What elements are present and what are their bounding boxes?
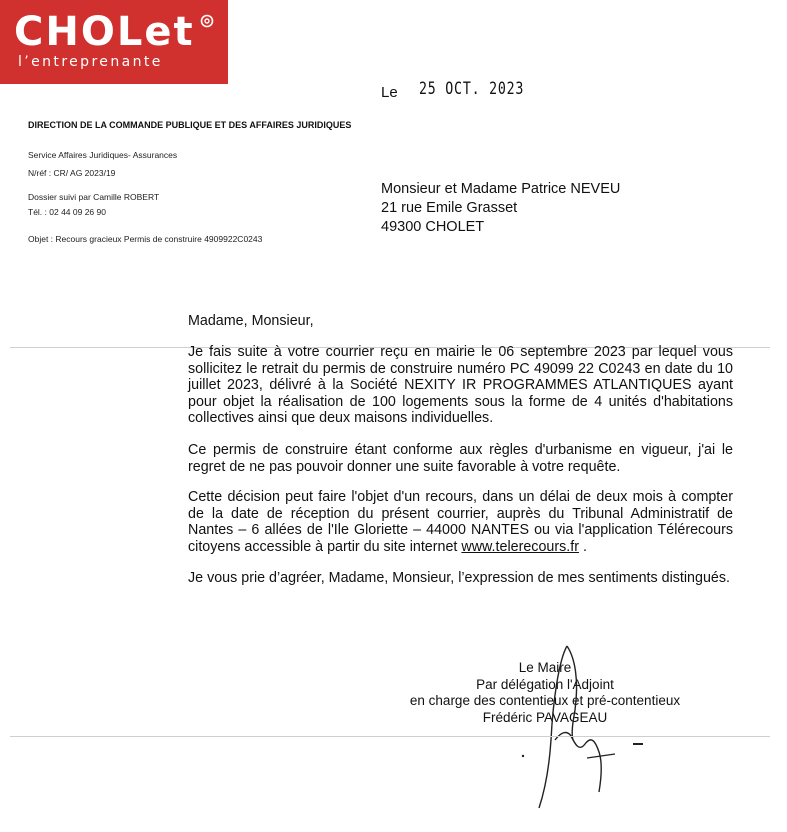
addressee-city: 49300 CHOLET (381, 219, 485, 235)
direction-heading: DIRECTION DE LA COMMANDE PUBLIQUE ET DES AFFAIRES JURIDIQUES (28, 120, 352, 130)
cholet-logo (0, 0, 228, 84)
logo-tagline: l’entreprenante (18, 54, 163, 70)
appeal-text-end: . (578, 538, 587, 555)
logo-brand-text: CHOLet (14, 9, 195, 55)
signature-role: en charge des contentieux et pré-contentieux (409, 693, 681, 708)
logo-swirl-icon (200, 14, 214, 28)
objet-line: Objet : Recours gracieux Permis de construire 4909922C0243 (28, 234, 263, 244)
closing-formula: Je vous prie d’agréer, Madame, Monsieur, l’expression de mes sentiments distingués. (188, 570, 730, 586)
addressee-block (381, 180, 620, 237)
handwritten-signature (515, 640, 655, 820)
reference-line: N/réf : CR/ AG 2023/19 (28, 168, 116, 178)
addressee-street: 21 rue Emile Grasset (381, 200, 518, 216)
paragraph-request: Je fais suite à votre courrier reçu en mairie le 06 septembre 2023 par lequel vous sollicitez le retrait du permis de construire numéro PC 49099 22 C0243 en date du 10 juillet 2023, délivré à la Société NEXITY IR PROGRAMMES ATLANTIQUES ayant pour objet la réalisation de 100 logements sous la forme de 4 unités d'habitations collectives ainsi que deux maisons individuelles. (188, 344, 733, 426)
appeal-text: Cette décision peut faire l'objet d'un recours, dans un délai de deux mois à compter de la date de réception du présent courrier, auprès du Tribunal Administratif de Nantes – 6 allées de l'Ile Gloriette – 44000 NANTES ou via l'application Télérecours citoyens accessible à partir du site internet (188, 489, 733, 555)
dossier-line: Dossier suivi par Camille ROBERT (28, 192, 160, 202)
service-line: Service Affaires Juridiques- Assurances (28, 150, 178, 160)
paragraph-appeal (188, 489, 733, 555)
telephone-line: Tél. : 02 44 09 26 90 (28, 207, 106, 217)
date-stamp: 25 OCT. 2023 (419, 79, 525, 99)
signature-title: Le Maire (518, 660, 572, 675)
signature-delegation: Par délégation l'Adjoint (476, 676, 614, 692)
paragraph-decision: Ce permis de construire étant conforme aux règles d'urbanisme en vigueur, j'ai le regret de ne pas pouvoir donner une suite favorable à votre requête. (188, 442, 733, 475)
date-label: Le (381, 84, 398, 101)
scan-artifact-line-bottom (10, 736, 770, 737)
salutation: Madame, Monsieur, (188, 313, 314, 329)
signature-name: Frédéric PAVAGEAU (482, 709, 608, 725)
addressee-name: Monsieur et Madame Patrice NEVEU (381, 181, 621, 197)
telerecours-link[interactable]: www.telerecours.fr (461, 538, 579, 555)
